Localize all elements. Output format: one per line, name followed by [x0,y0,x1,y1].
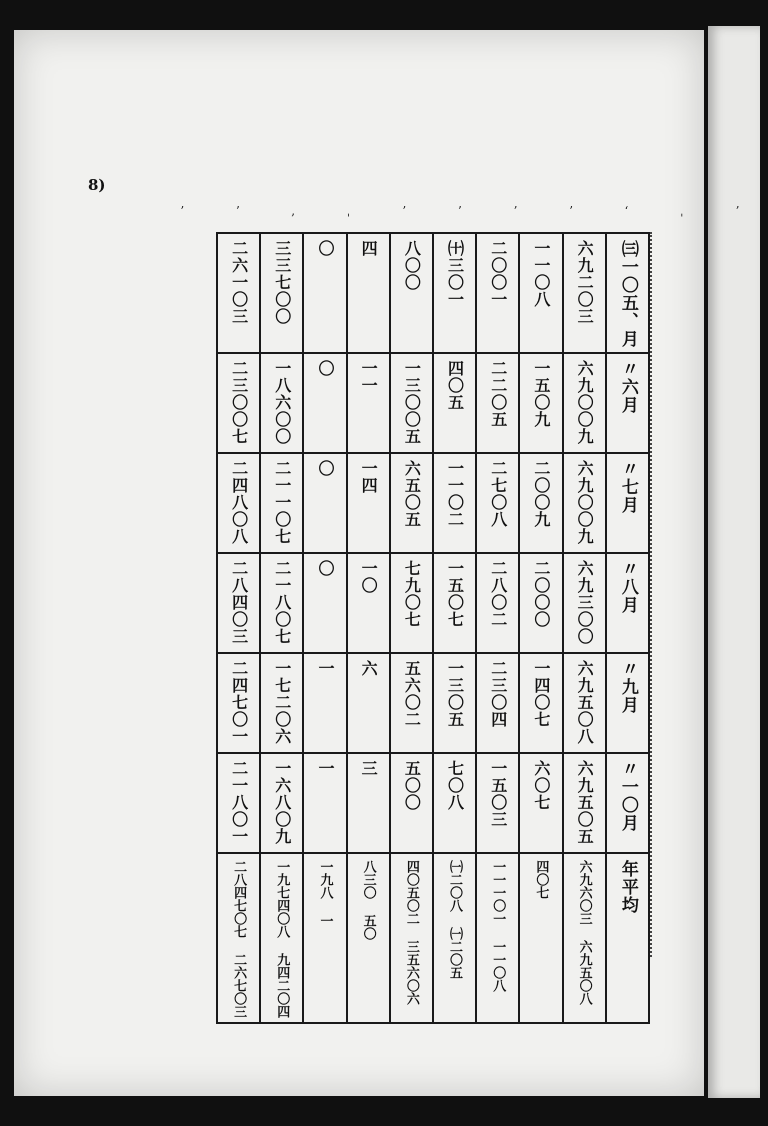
cell-text: 二八四七〇七 二六七〇三 [231,860,247,1018]
table-cell [519,453,562,553]
table-cell [260,653,303,753]
table-cell [303,453,346,553]
table-cell [303,353,346,453]
cell-text: 二一八〇七 [272,560,292,645]
row-header [606,653,649,753]
cell-text: 六九三〇〇 [575,560,595,645]
table-cell [563,233,606,353]
cell-text: 二〇〇九 [531,460,551,528]
row-header-text: 〃一〇月 [617,760,638,832]
cell-text: 二一八〇一 [229,760,249,845]
table-cell [519,753,562,853]
cell-text: 一四〇七 [531,660,551,728]
table-row [217,453,649,553]
table-cell [217,553,260,653]
cell-text: 五六〇二 [402,660,422,728]
cell-text: 一六八〇九 [272,760,292,845]
cell-text: 一 [315,660,335,677]
table-cell [217,853,260,1023]
page-number: 8) [88,176,106,194]
table-cell [303,233,346,353]
table-cell [390,553,433,653]
cell-text: 二二〇五 [488,360,508,428]
cell-text: 六五〇五 [402,460,422,528]
row-header [606,233,649,353]
table-cell [433,753,476,853]
cell-text: 〇 [315,560,335,577]
cell-text: 一九八 一 [317,860,333,927]
table-cell [217,453,260,553]
cell-text: 八三〇 五〇 [360,860,376,940]
table-cell [433,653,476,753]
cell-text: 一五〇三 [488,760,508,828]
table-cell [347,453,390,553]
cell-text: 〇 [315,360,335,377]
cell-text: 〇 [315,460,335,477]
cell-text: 六九二〇三 [575,240,595,325]
cell-text: 一八六〇〇 [272,360,292,445]
cell-text: 一五〇九 [531,360,551,428]
row-header-text: 年平均 [617,860,638,914]
table-cell [476,453,519,553]
table-cell [476,653,519,753]
table-cell [260,753,303,853]
cell-text: 一三〇〇五 [402,360,422,445]
cell-text: 〇 [315,240,335,257]
cell-text: 六九五〇五 [575,760,595,845]
table-cell [519,653,562,753]
cell-text: 一四 [359,460,379,494]
cell-text: 一五〇七 [445,560,465,628]
table-cell [347,353,390,453]
cell-text: 二八四〇三 [229,560,249,645]
cell-text: 六九〇〇九 [575,460,595,545]
table-cell [563,553,606,653]
cell-text: 三 [359,760,379,777]
dotted-rule [650,232,654,957]
cell-text: 一一一〇一 一一〇八 [490,860,506,992]
row-header-text: ㈢一〇五、月 [617,240,638,348]
cell-text: 一 [315,760,335,777]
table-cell [563,353,606,453]
table-cell [303,753,346,853]
table-cell [390,453,433,553]
cell-text: 二〇〇一 [488,240,508,308]
table-cell [476,753,519,853]
cell-text: ㈠二〇八 ㈠二〇五 [447,860,463,979]
row-header [606,553,649,653]
table-cell [563,453,606,553]
cell-text: 八〇〇 [402,240,422,291]
table-cell [347,553,390,653]
cell-text: 二〇〇〇 [531,560,551,628]
cell-text: 六九〇〇九 [575,360,595,445]
table-cell [519,353,562,453]
cell-text: 六 [359,660,379,677]
table-row [217,233,649,353]
table-row [217,753,649,853]
table-cell [390,653,433,753]
cell-text: 五〇〇 [402,760,422,811]
table-row [217,653,649,753]
table-cell [303,853,346,1023]
table-row [217,853,649,1023]
table-cell [217,353,260,453]
table-cell [563,853,606,1023]
table-cell [390,853,433,1023]
row-header-text: 〃六月 [617,360,638,414]
cell-text: 二三〇四 [488,660,508,728]
cell-text: 二七〇八 [488,460,508,528]
table-cell [433,853,476,1023]
table-cell [519,553,562,653]
table-cell [303,653,346,753]
cell-text: 一七二〇六 [272,660,292,745]
table-cell [476,233,519,353]
table-cell [476,853,519,1023]
table-cell [260,233,303,353]
table-cell [476,353,519,453]
table-cell [303,553,346,653]
table-cell [217,653,260,753]
cell-text: 四 [359,240,379,257]
cell-text: 六九六〇三 六九五〇八 [576,860,592,1005]
cell-text: 六〇七 [531,760,551,811]
cell-text: 七〇八 [445,760,465,811]
cell-text: 四〇七 [533,860,549,899]
page-edge [708,26,760,1098]
table-cell [519,233,562,353]
cell-text: 一一 [359,360,379,394]
cell-text: 四〇五 [445,360,465,411]
row-header [606,353,649,453]
table-cell [433,553,476,653]
cell-text: 二一一〇七 [272,460,292,545]
table-cell [390,753,433,853]
row-header [606,453,649,553]
table-cell [260,353,303,453]
cell-text: 四〇五〇二 三五六〇六 [403,860,419,1005]
table-cell [433,353,476,453]
cell-text: 二四七〇一 [229,660,249,745]
table-cell [347,753,390,853]
cell-text: 三三七〇〇 [272,240,292,325]
table-cell [260,453,303,553]
table-cell [217,233,260,353]
cell-text: 一一〇八 [531,240,551,308]
row-header-text: 〃七月 [617,460,638,514]
cell-text: 一三〇五 [445,660,465,728]
row-header-text: 〃九月 [617,660,638,714]
row-header [606,753,649,853]
cell-text: 一一〇二 [445,460,465,528]
table-cell [476,553,519,653]
table-cell [347,233,390,353]
table-cell [260,853,303,1023]
table-row [217,553,649,653]
table-row [217,353,649,453]
table-cell [563,653,606,753]
table-cell [260,553,303,653]
cell-text: 二八〇二 [488,560,508,628]
table-cell [433,233,476,353]
row-header [606,853,649,1023]
table-cell [347,653,390,753]
table-cell [217,753,260,853]
table-cell [433,453,476,553]
table-cell [347,853,390,1023]
cell-text: 二六一〇三 [229,240,249,325]
cell-text: 一九七四〇八 九四二〇四 [274,860,290,1018]
table-cell [563,753,606,853]
cell-text: 六九五〇八 [575,660,595,745]
data-table [216,232,650,1024]
row-header-text: 〃八月 [617,560,638,614]
cell-text: 二三〇〇七 [229,360,249,445]
cell-text: 七九〇七 [402,560,422,628]
cell-text: ㈩三〇一 [445,240,465,308]
table-cell [390,233,433,353]
cell-text: 一〇 [359,560,379,594]
table-cell [390,353,433,453]
cell-text: 二四八〇八 [229,460,249,545]
header-marks: ʼ ʼ , ˌ ʼ ʼ ʼ ʼ ʻ ˌ ʼ [180,204,764,218]
table-cell [519,853,562,1023]
